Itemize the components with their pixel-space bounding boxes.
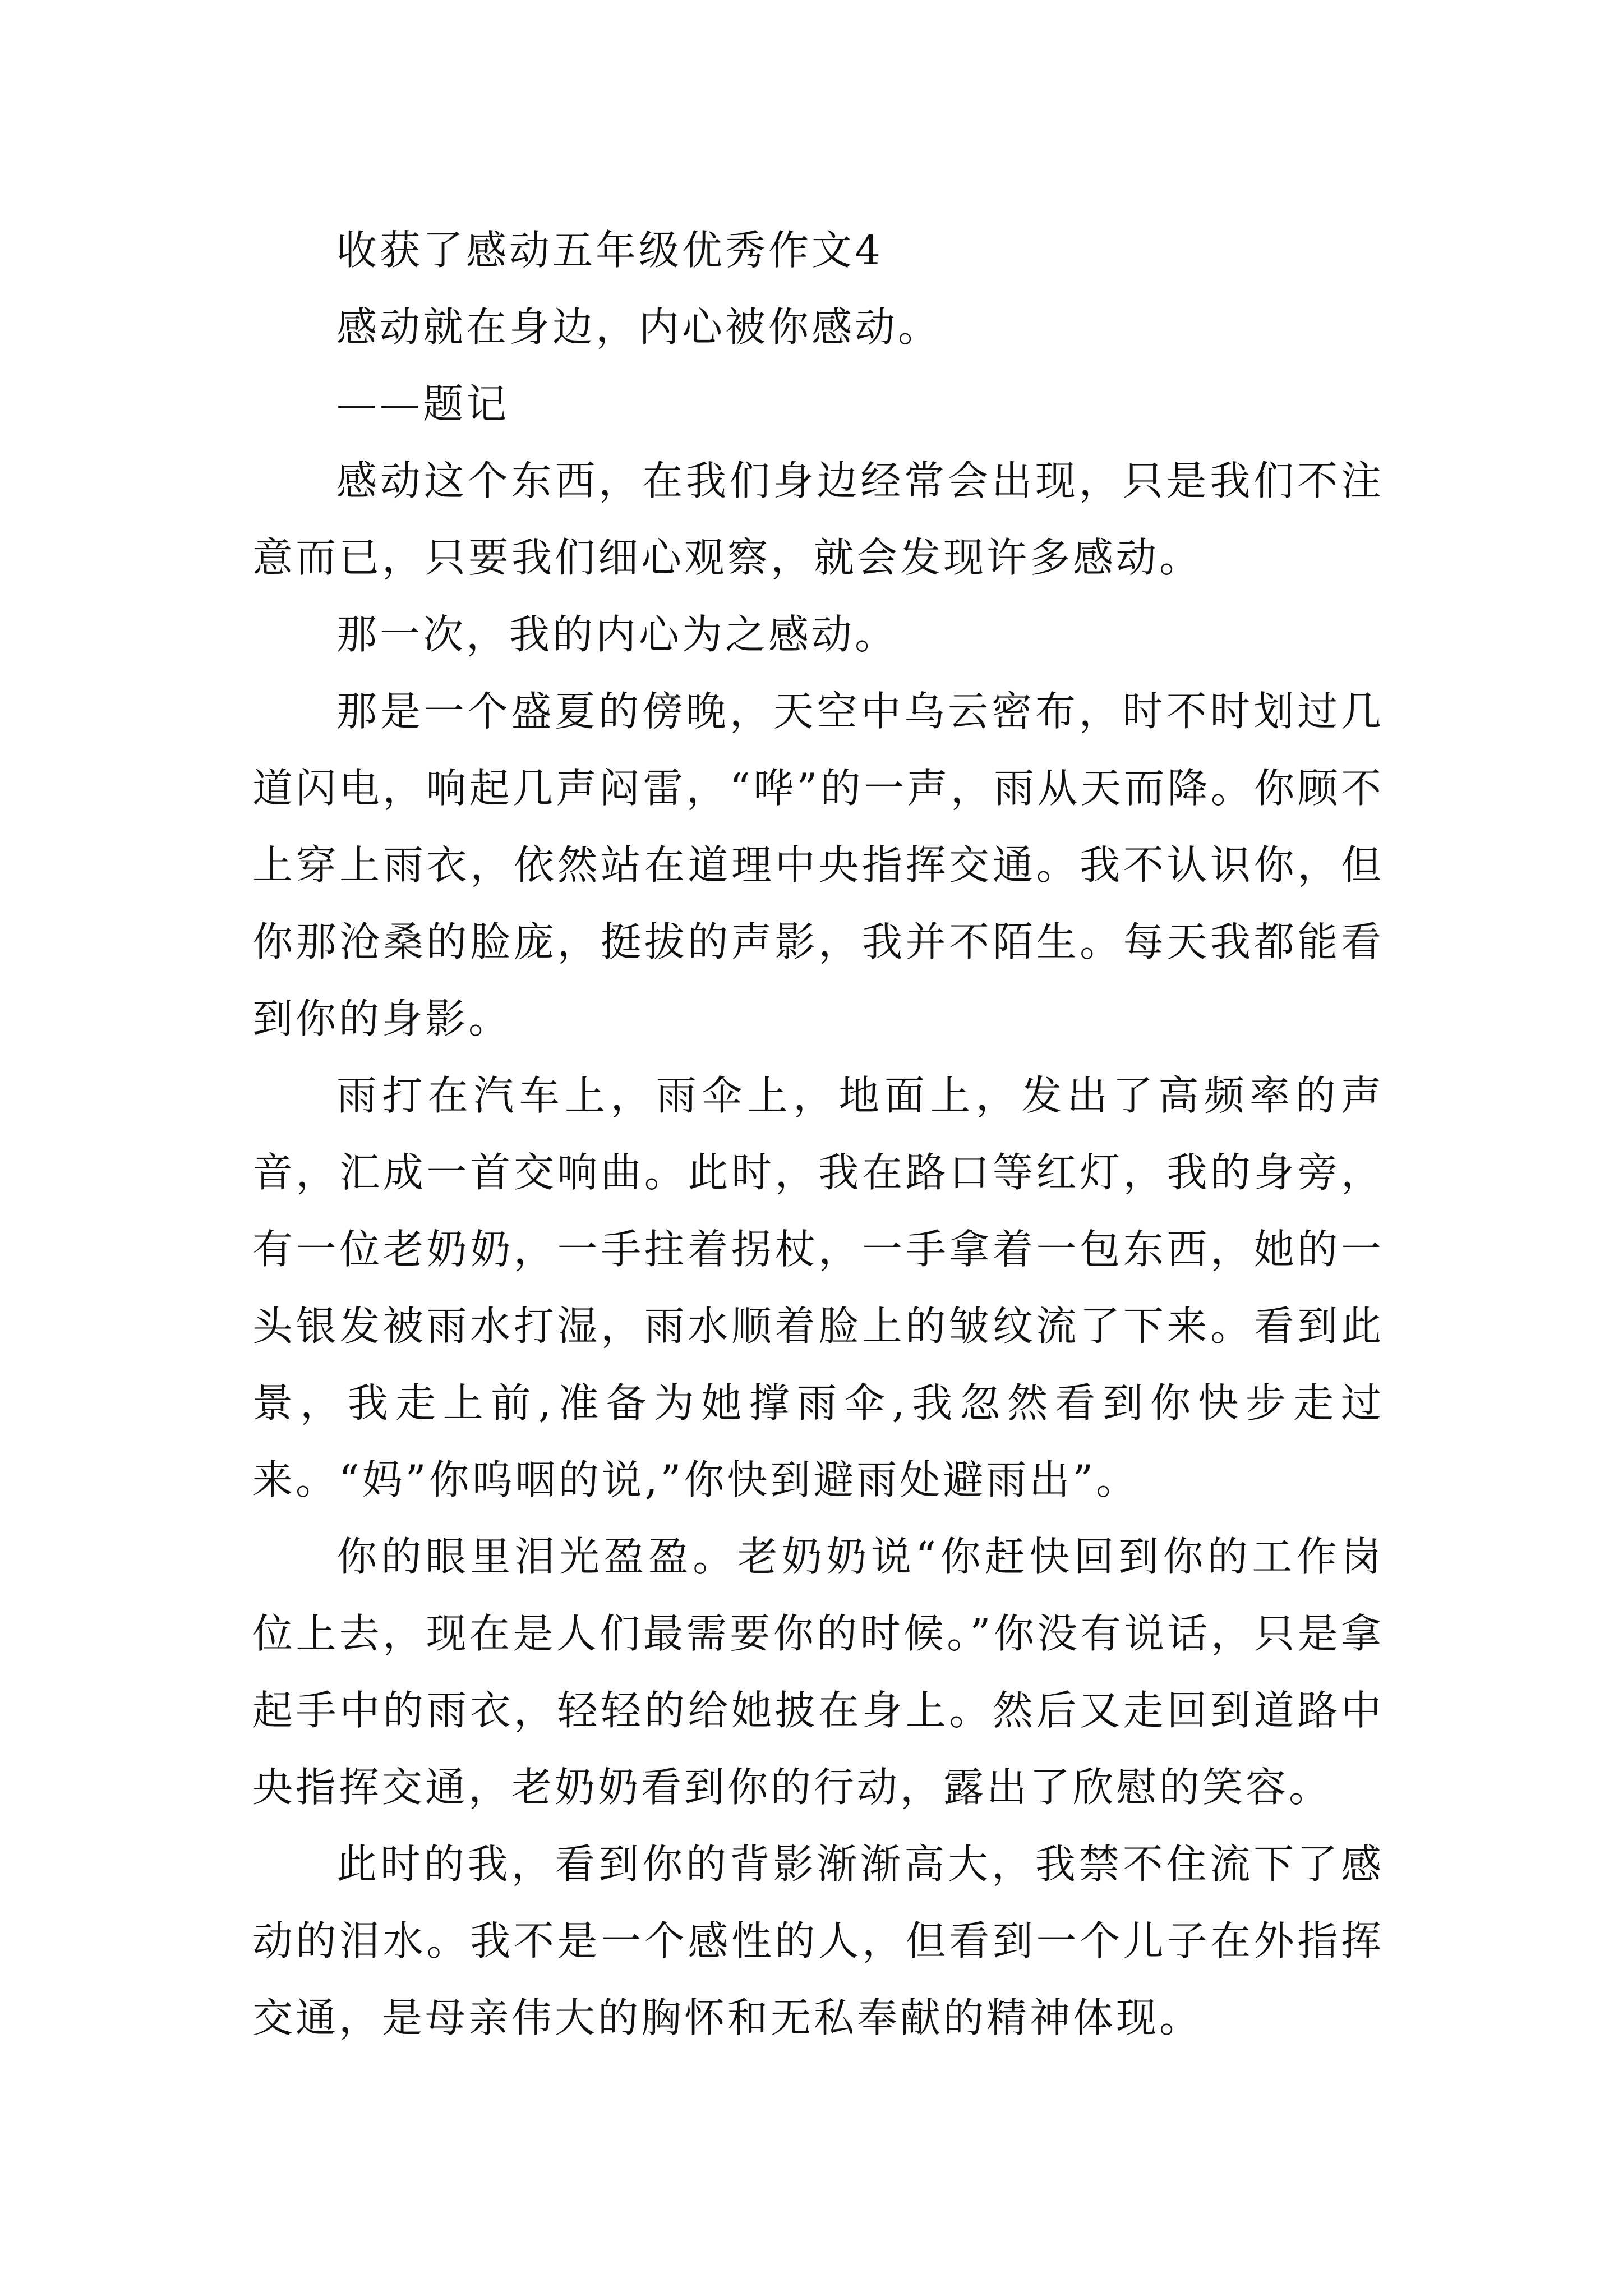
paragraph: 你的眼里泪光盈盈。老奶奶说“你赶快回到你的工作岗位上去，现在是人们最需要你的时候。”你没有说话，只是拿起手中的雨衣，轻轻的给她披在身上。然后又走回到道路中央指挥交通，老奶奶看到你的行动，露出了欣慰的笑容。: [252, 1533, 1384, 1811]
essay-body: [252, 212, 1384, 2056]
paragraph: 雨打在汽车上，雨伞上，地面上，发出了高频率的声音，汇成一首交响曲。此时，我在路口等红灯，我的身旁，有一位老奶奶，一手拄着拐杖，一手拿着一包东西，她的一头银发被雨水打湿，雨水顺着脸上的皱纹流了下来。看到此景，我走上前,准备为她撑雨伞,我忽然看到你快步走过来。“妈”你呜咽的说,”你快到避雨处避雨出”。: [252, 1072, 1384, 1503]
paragraph: 此时的我，看到你的背影渐渐高大，我禁不住流下了感动的泪水。我不是一个感性的人，但看到一个儿子在外指挥交通，是母亲伟大的胸怀和无私奉献的精神体现。: [252, 1841, 1384, 2041]
essay-title: 收获了感动五年级优秀作文4: [336, 227, 883, 274]
paragraph: 感动这个东西，在我们身边经常会出现，只是我们不注意而已，只要我们细心观察，就会发现许多感动。: [252, 457, 1384, 581]
paragraph: 那一次，我的内心为之感动。: [336, 611, 898, 658]
epigraph-source: ——题记: [336, 380, 510, 427]
epigraph: 感动就在身边，内心被你感动。: [336, 303, 942, 351]
paragraph: 那是一个盛夏的傍晚，天空中乌云密布，时不时划过几道闪电，响起几声闷雷，“哗”的一声，雨从天而降。你顾不上穿上雨衣，依然站在道理中央指挥交通。我不认识你，但你那沧桑的脸庞，挺拔的声影，我并不陌生。每天我都能看到你的身影。: [252, 688, 1384, 1042]
